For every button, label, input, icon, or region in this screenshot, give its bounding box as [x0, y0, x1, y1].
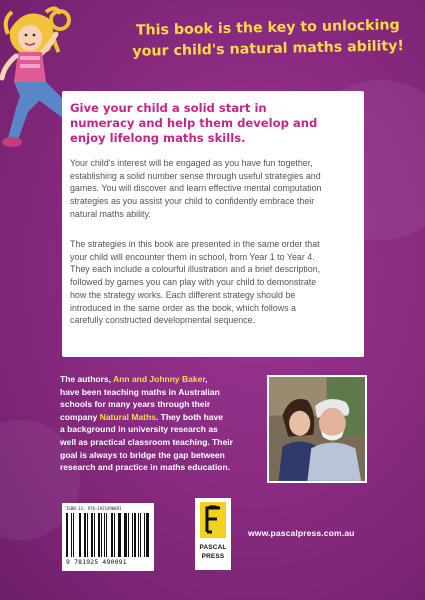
paragraph-line: The strategies in this book are presented in the same order that	[70, 239, 320, 249]
barcode-stripe	[137, 513, 138, 557]
paragraph-line: followed by games you can play with your child to demonstrate	[70, 277, 317, 288]
barcode-stripe	[116, 513, 117, 557]
headline-line-1: This book is the key to unlocking	[135, 17, 400, 39]
barcode-stripe	[138, 513, 139, 557]
bio-line: schools for many years through their	[60, 399, 211, 410]
barcode-stripe	[102, 513, 103, 557]
barcode-stripe	[104, 513, 105, 557]
barcode-stripe	[114, 513, 115, 557]
publisher-name-2: PRESS	[201, 553, 225, 560]
barcode-stripe	[87, 513, 88, 557]
paragraph-2	[70, 238, 362, 327]
barcode-stripe	[111, 513, 113, 557]
paragraph-1	[70, 157, 362, 221]
intro-text	[70, 101, 340, 145]
bio-text: The authors,	[60, 374, 114, 384]
barcode-stripe	[132, 513, 133, 557]
barcode-stripe	[69, 513, 70, 557]
barcode-stripe	[124, 513, 127, 557]
barcode-stripe	[146, 513, 149, 557]
barcode-stripe	[71, 513, 72, 557]
authors-bio	[60, 373, 270, 474]
barcode-stripe	[80, 513, 81, 557]
barcode	[62, 503, 154, 571]
barcode-stripe	[134, 513, 136, 557]
barcode-stripe	[101, 513, 102, 557]
paragraph-line: introduced in the same order as the book, which follows a	[70, 302, 296, 313]
paragraph-line: strategies as you assist your child to confidently embrace their	[70, 196, 315, 207]
headline-line-2: your child's natural maths ability!	[132, 38, 405, 60]
bio-line	[60, 411, 270, 424]
paragraph-line: your child will encounter them in school, from Year 1 to Year 4.	[70, 251, 315, 262]
bio-line: a background in university research as	[60, 424, 218, 435]
barcode-stripe	[91, 513, 93, 557]
barcode-stripe	[73, 513, 74, 557]
barcode-stripe	[128, 513, 129, 557]
paragraph-line: carefully constructed developmental sequence.	[70, 315, 256, 326]
intro-line: enjoy lifelong maths skills.	[70, 130, 246, 145]
author-names: Ann and Johnny Baker	[113, 374, 206, 384]
barcode-stripe	[140, 513, 141, 557]
bio-text: . They both have	[155, 411, 223, 422]
barcode-bars	[66, 513, 150, 557]
paragraph-line: games. You will discover and learn effective mental computation	[70, 183, 322, 194]
authors-photo	[267, 375, 367, 483]
barcode-stripe	[75, 513, 78, 557]
barcode-stripe	[130, 513, 131, 557]
paragraph-line: Your child's interest will be engaged as you have fun together,	[70, 158, 313, 168]
barcode-stripe	[106, 513, 107, 557]
barcode-stripe	[119, 513, 121, 557]
bio-text: company	[60, 411, 100, 422]
paragraph-line: how the strategy works. Each different strategy should be	[70, 289, 296, 300]
publisher-url[interactable]: www.pascalpress.com.au	[248, 528, 355, 538]
bio-line: well as practical classroom teaching. Their	[60, 436, 233, 447]
barcode-stripe	[118, 513, 119, 557]
paragraph-line: They each include a colourful illustration and a brief description,	[70, 264, 321, 275]
barcode-stripe	[79, 513, 80, 557]
description-panel	[62, 91, 364, 357]
barcode-stripe	[82, 513, 83, 557]
barcode-stripe	[84, 513, 86, 557]
barcode-stripe	[108, 513, 110, 557]
bio-line: goal is always to bridge the gap between	[60, 449, 225, 460]
isbn-top-text: ISBN-13: 978-1925490091	[66, 506, 122, 511]
bio-line	[60, 373, 270, 386]
barcode-stripe	[96, 513, 97, 557]
company-name: Natural Maths	[99, 411, 156, 422]
bio-line: have been teaching maths in Australian	[60, 386, 220, 397]
publisher-name-1: PASCAL	[199, 544, 227, 551]
intro-line: Give your child a solid start in	[70, 101, 267, 115]
barcode-stripe	[142, 513, 143, 557]
barcode-stripe	[89, 513, 90, 557]
paragraph-line: natural maths ability.	[70, 208, 151, 219]
barcode-stripe	[66, 513, 68, 557]
headline	[118, 15, 419, 63]
bio-line: research and practice in maths education.	[60, 462, 231, 473]
barcode-stripe	[144, 513, 145, 557]
logo-mark	[200, 502, 226, 538]
bio-text: ,	[205, 374, 208, 384]
logo-glyph-icon	[200, 502, 226, 538]
paragraph-line: establishing a solid number sense through useful strategies and	[70, 170, 321, 181]
barcode-stripe	[122, 513, 123, 557]
pascal-press-logo	[195, 498, 231, 570]
intro-line: numeracy and help them develop and	[70, 115, 318, 130]
isbn-number: 9 781925 490091	[66, 558, 127, 566]
barcode-stripe	[94, 513, 95, 557]
barcode-stripe	[98, 513, 100, 557]
